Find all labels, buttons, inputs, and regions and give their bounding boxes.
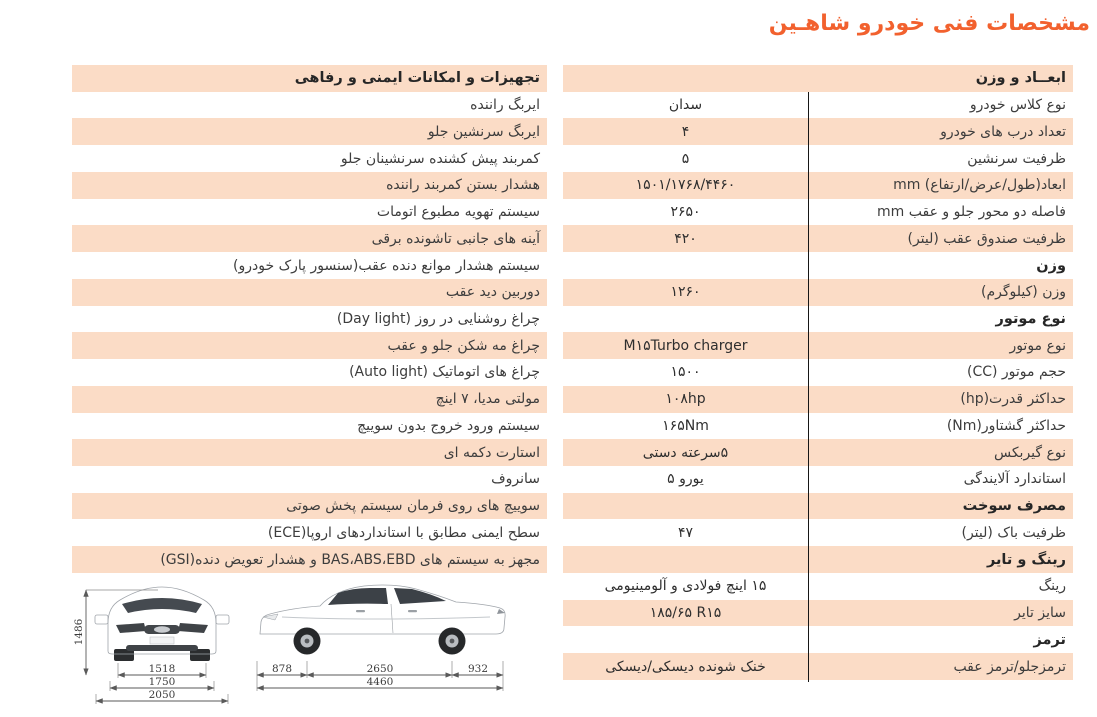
spec-value: ۲۶۵۰ [670, 204, 701, 221]
spec-section-label: وزن [1036, 257, 1066, 274]
car-front-illustration [95, 587, 229, 661]
feature-row [72, 306, 547, 333]
spec-value: ۵ [681, 150, 690, 167]
spec-row [563, 600, 1073, 627]
feature-item-label: مجهز به سیستم های BAS،ABS،EBD و هشدار تعویض دنده(GSI) [160, 551, 540, 568]
spec-value: ۴۲۰ [674, 230, 697, 247]
spec-label: فاصله دو محور جلو و عقب mm [877, 204, 1066, 221]
feature-item-label: کمربند پیش کشنده سرنشینان جلو [340, 150, 540, 167]
feature-item-label: چراغ مه شکن جلو و عقب [387, 337, 540, 354]
spec-value: ۵سرعته دستی [642, 444, 729, 461]
spec-row [563, 279, 1073, 306]
spec-section-row [563, 252, 1073, 279]
feature-item-label: سانروف [491, 471, 540, 488]
features-header-row [72, 65, 547, 92]
spec-value: ۴۷ [677, 524, 694, 541]
feature-row [72, 172, 547, 199]
spec-row [563, 653, 1073, 680]
feature-row [72, 225, 547, 252]
feature-row [72, 413, 547, 440]
spec-value: ۱۸۵/۶۵ R۱۵ [649, 605, 722, 622]
feature-item-label: سطح ایمنی مطابق با استانداردهای اروپا(ECE) [267, 524, 540, 541]
feature-item-label: سیستم هشدار موانع دنده عقب(سنسور پارک خودرو) [233, 257, 540, 274]
spec-label: ابعاد(طول/عرض/ارتفاع) mm [893, 177, 1066, 194]
spec-label: وزن (کیلوگرم) [981, 284, 1066, 301]
feature-item-label: ایربگ سرنشین جلو [427, 123, 540, 140]
feature-row [72, 145, 547, 172]
spec-section-label: ابعــاد و وزن [975, 70, 1066, 87]
spec-row [563, 225, 1073, 252]
front-height-label: 1486 [73, 618, 85, 646]
spec-label: حجم موتور (CC) [966, 364, 1066, 381]
feature-item-label: آینه های جانبی تاشونده برقی [371, 230, 540, 247]
spec-label: استاندارد آلایندگی [963, 471, 1066, 488]
spec-row [563, 92, 1073, 119]
spec-label: سایز تایر [1014, 605, 1066, 622]
dimensions-diagram [70, 577, 560, 717]
spec-row [563, 573, 1073, 600]
spec-value: خنک شونده دیسکی/دیسکی [605, 658, 766, 675]
spec-row [563, 413, 1073, 440]
spec-section-row [563, 493, 1073, 520]
spec-row [563, 519, 1073, 546]
feature-item-label: سیستم ورود خروج بدون سوییچ [357, 417, 540, 434]
feature-item-label: سوییچ های روی فرمان سیستم پخش صوتی [286, 498, 540, 515]
spec-row [563, 145, 1073, 172]
side-rear-overhang-label: 932 [467, 663, 489, 675]
spec-value: ۱۲۶۰ [670, 284, 701, 301]
column-divider [808, 92, 809, 682]
feature-item-label: هشدار بستن کمربند راننده [386, 177, 540, 194]
spec-label: ظرفیت صندوق عقب (لیتر) [907, 230, 1066, 247]
feature-row [72, 332, 547, 359]
feature-item-label: مولتی مدیا، ۷ اینچ [435, 391, 540, 408]
feature-row [72, 386, 547, 413]
side-front-overhang-label: 878 [271, 663, 293, 675]
spec-value: یورو ۵ [667, 471, 704, 488]
feature-row [72, 359, 547, 386]
front-width-label: 1750 [148, 676, 176, 688]
spec-section-row [563, 626, 1073, 653]
feature-row [72, 493, 547, 520]
feature-item-label: دوربین دید عقب [445, 284, 540, 301]
feature-row [72, 118, 547, 145]
side-length-label: 4460 [366, 676, 394, 688]
feature-row [72, 519, 547, 546]
spec-label: نوع کلاس خودرو [969, 97, 1066, 114]
feature-item-label: چراغ روشنایی در روز (Day light) [336, 310, 540, 327]
spec-row [563, 332, 1073, 359]
spec-label: حداکثر گشتاور(Nm) [946, 417, 1066, 434]
spec-label: ظرفیت سرنشین [967, 150, 1066, 167]
spec-section-label: نوع موتور [995, 310, 1066, 327]
feature-item-label: سیستم تهویه مطبوع اتومات [376, 204, 540, 221]
feature-row [72, 279, 547, 306]
spec-value: ۱۶۵Nm [662, 417, 709, 434]
feature-item-label: ایربگ راننده [470, 97, 540, 114]
spec-label: حداکثر قدرت(hp) [960, 391, 1066, 408]
side-view-diagram [257, 585, 505, 691]
spec-row [563, 199, 1073, 226]
page-title: مشخصات فنی خودرو شاهـین [768, 11, 1090, 36]
spec-label: رینگ [1038, 578, 1066, 595]
feature-row [72, 252, 547, 279]
spec-value: ۱۵۰۱/۱۷۶۸/۴۴۶۰ [635, 177, 736, 194]
spec-row [563, 439, 1073, 466]
spec-label: ظرفیت باک (لیتر) [961, 524, 1066, 541]
feature-row [72, 199, 547, 226]
features-table [72, 65, 547, 573]
front-track-label: 1518 [148, 663, 176, 675]
spec-section-label: ترمز [1033, 631, 1066, 648]
spec-section-label: مصرف سوخت [962, 498, 1066, 515]
feature-row [72, 466, 547, 493]
side-wheelbase-label: 2650 [366, 663, 394, 675]
spec-row [563, 386, 1073, 413]
car-side-illustration [260, 585, 505, 655]
spec-value: M۱۵Turbo charger [623, 337, 748, 354]
feature-row [72, 92, 547, 119]
spec-section-label: رینگ و تایر [986, 551, 1066, 568]
spec-value: ۱۵ اینچ فولادی و آلومینیومی [604, 578, 767, 595]
spec-label: نوع موتور [1009, 337, 1066, 354]
spec-row [563, 172, 1073, 199]
spec-label: ترمزجلو/ترمز عقب [953, 658, 1066, 675]
spec-section-row [563, 546, 1073, 573]
spec-value: ۱۵۰۰ [670, 364, 701, 381]
spec-row [563, 466, 1073, 493]
spec-label: تعداد درب های خودرو [940, 123, 1066, 140]
spec-row [563, 118, 1073, 145]
feature-item-label: چراغ های اتوماتیک (Auto light) [349, 364, 540, 381]
spec-value: ۴ [681, 123, 690, 140]
spec-value: سدان [668, 97, 703, 114]
spec-label: نوع گیربکس [993, 444, 1066, 461]
specs-table [563, 65, 1073, 680]
spec-row [563, 359, 1073, 386]
feature-row [72, 546, 547, 573]
feature-row [72, 439, 547, 466]
spec-value: ۱۰۸hp [665, 391, 706, 408]
spec-section-row [563, 65, 1073, 92]
features-header-label: تجهیزات و امکانات ایمنی و رفاهی [294, 70, 540, 87]
front-view-diagram [73, 587, 229, 704]
spec-section-row [563, 306, 1073, 333]
feature-item-label: استارت دکمه ای [443, 444, 540, 461]
front-overall-width-label: 2050 [148, 689, 176, 701]
